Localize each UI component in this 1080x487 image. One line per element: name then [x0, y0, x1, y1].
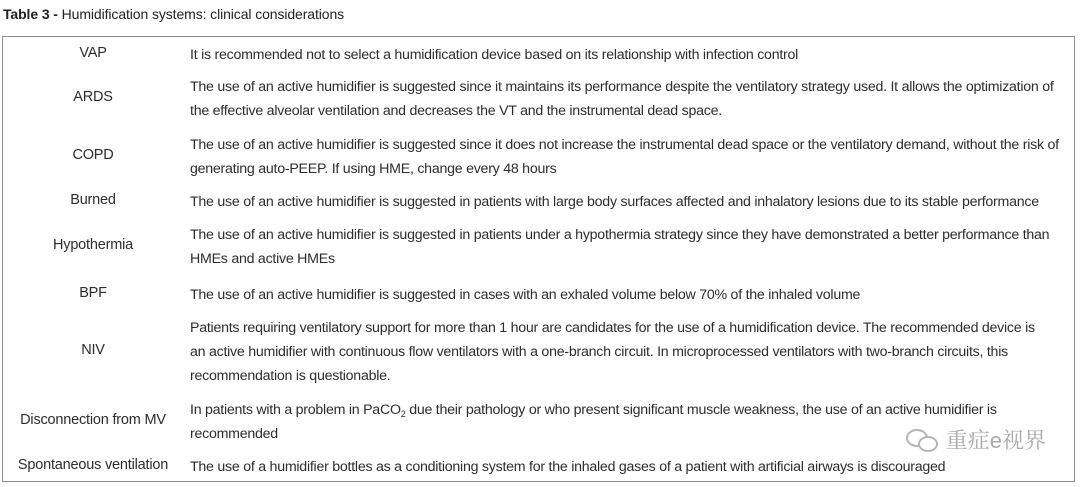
- table-caption: [3, 6, 344, 22]
- table: [2, 36, 1075, 482]
- description-line: The use of a humidifier bottles as a conditioning system for the inhaled gases of a patient with artificial airways is discouraged: [190, 459, 946, 475]
- subscript-text: 2: [400, 409, 406, 419]
- wechat-icon: [906, 427, 940, 453]
- condition-cell: COPD: [72, 147, 114, 163]
- description-line: the effective alveolar ventilation and decreases the VT and the instrumental dead space.: [190, 103, 722, 119]
- table-title: Humidification systems: clinical considerations: [61, 6, 345, 22]
- description-cell: [190, 75, 1070, 123]
- description-line: Patients requiring ventilatory support for more than 1 hour are candidates for the use of a humidification device. The recommended device is: [190, 320, 1035, 336]
- table-row: [3, 133, 1074, 181]
- description-line: an active humidifier with continuous flow ventilators with a one-branch circuit. In microprocessed ventilators with two-branch circuits, this: [190, 344, 1008, 360]
- description-line: The use of an active humidifier is suggested in patients with large body surfaces affected and inhalatory lesions due to its stable performance: [190, 194, 1039, 210]
- description-cell: [190, 455, 1070, 479]
- table-row: [3, 75, 1074, 123]
- description-line: It is recommended not to select a humidification device based on its relationship with infection control: [190, 47, 799, 63]
- description-cell: [190, 223, 1070, 271]
- description-line: The use of an active humidifier is suggested in patients under a hypothermia strategy since they have demonstrated a better performance than: [190, 227, 1050, 243]
- description-line: [190, 398, 1070, 422]
- description-line: The use of an active humidifier is suggested since it does not increase the instrumental dead space or the ventilatory demand, without the risk of: [190, 137, 1059, 153]
- table-row: [3, 190, 1074, 214]
- description-cell: [190, 43, 1070, 67]
- condition-cell: Disconnection from MV: [20, 412, 166, 428]
- description-text: In patients with a problem in PaCO: [190, 402, 401, 418]
- table-row: [3, 283, 1074, 307]
- description-line: generating auto-PEEP. If using HME, change every 48 hours: [190, 161, 557, 177]
- table-row: [3, 223, 1074, 271]
- description-line: recommended: [190, 426, 278, 442]
- description-cell: [190, 133, 1070, 181]
- table-row: [3, 455, 1074, 479]
- description-cell: [190, 190, 1070, 214]
- description-line: HMEs and active HMEs: [190, 251, 335, 267]
- description-cell: [190, 283, 1070, 307]
- condition-cell: Spontaneous ventilation: [17, 457, 169, 473]
- description-line: recommendation is questionable.: [190, 368, 391, 384]
- description-cell: [190, 316, 1070, 388]
- condition-cell: Hypothermia: [53, 237, 133, 253]
- table-row: [3, 43, 1074, 67]
- watermark-text: 重症e视界: [945, 428, 1046, 453]
- condition-cell: Burned: [70, 192, 116, 208]
- table-label: Table 3 -: [3, 6, 62, 22]
- description-line: The use of an active humidifier is suggested since it maintains its performance despite the ventilatory strategy used. It allows the optimization of: [190, 79, 1054, 95]
- table-row: [3, 316, 1074, 388]
- description-line: The use of an active humidifier is suggested in cases with an exhaled volume below 70% of the inhaled volume: [190, 287, 861, 303]
- condition-cell: NIV: [81, 342, 105, 358]
- watermark: [906, 424, 1046, 455]
- condition-cell: BPF: [79, 285, 107, 301]
- description-text: due their pathology or who present significant muscle weakness, the use of an active humidifier is: [405, 402, 997, 418]
- condition-cell: ARDS: [73, 89, 113, 105]
- condition-cell: VAP: [79, 45, 107, 61]
